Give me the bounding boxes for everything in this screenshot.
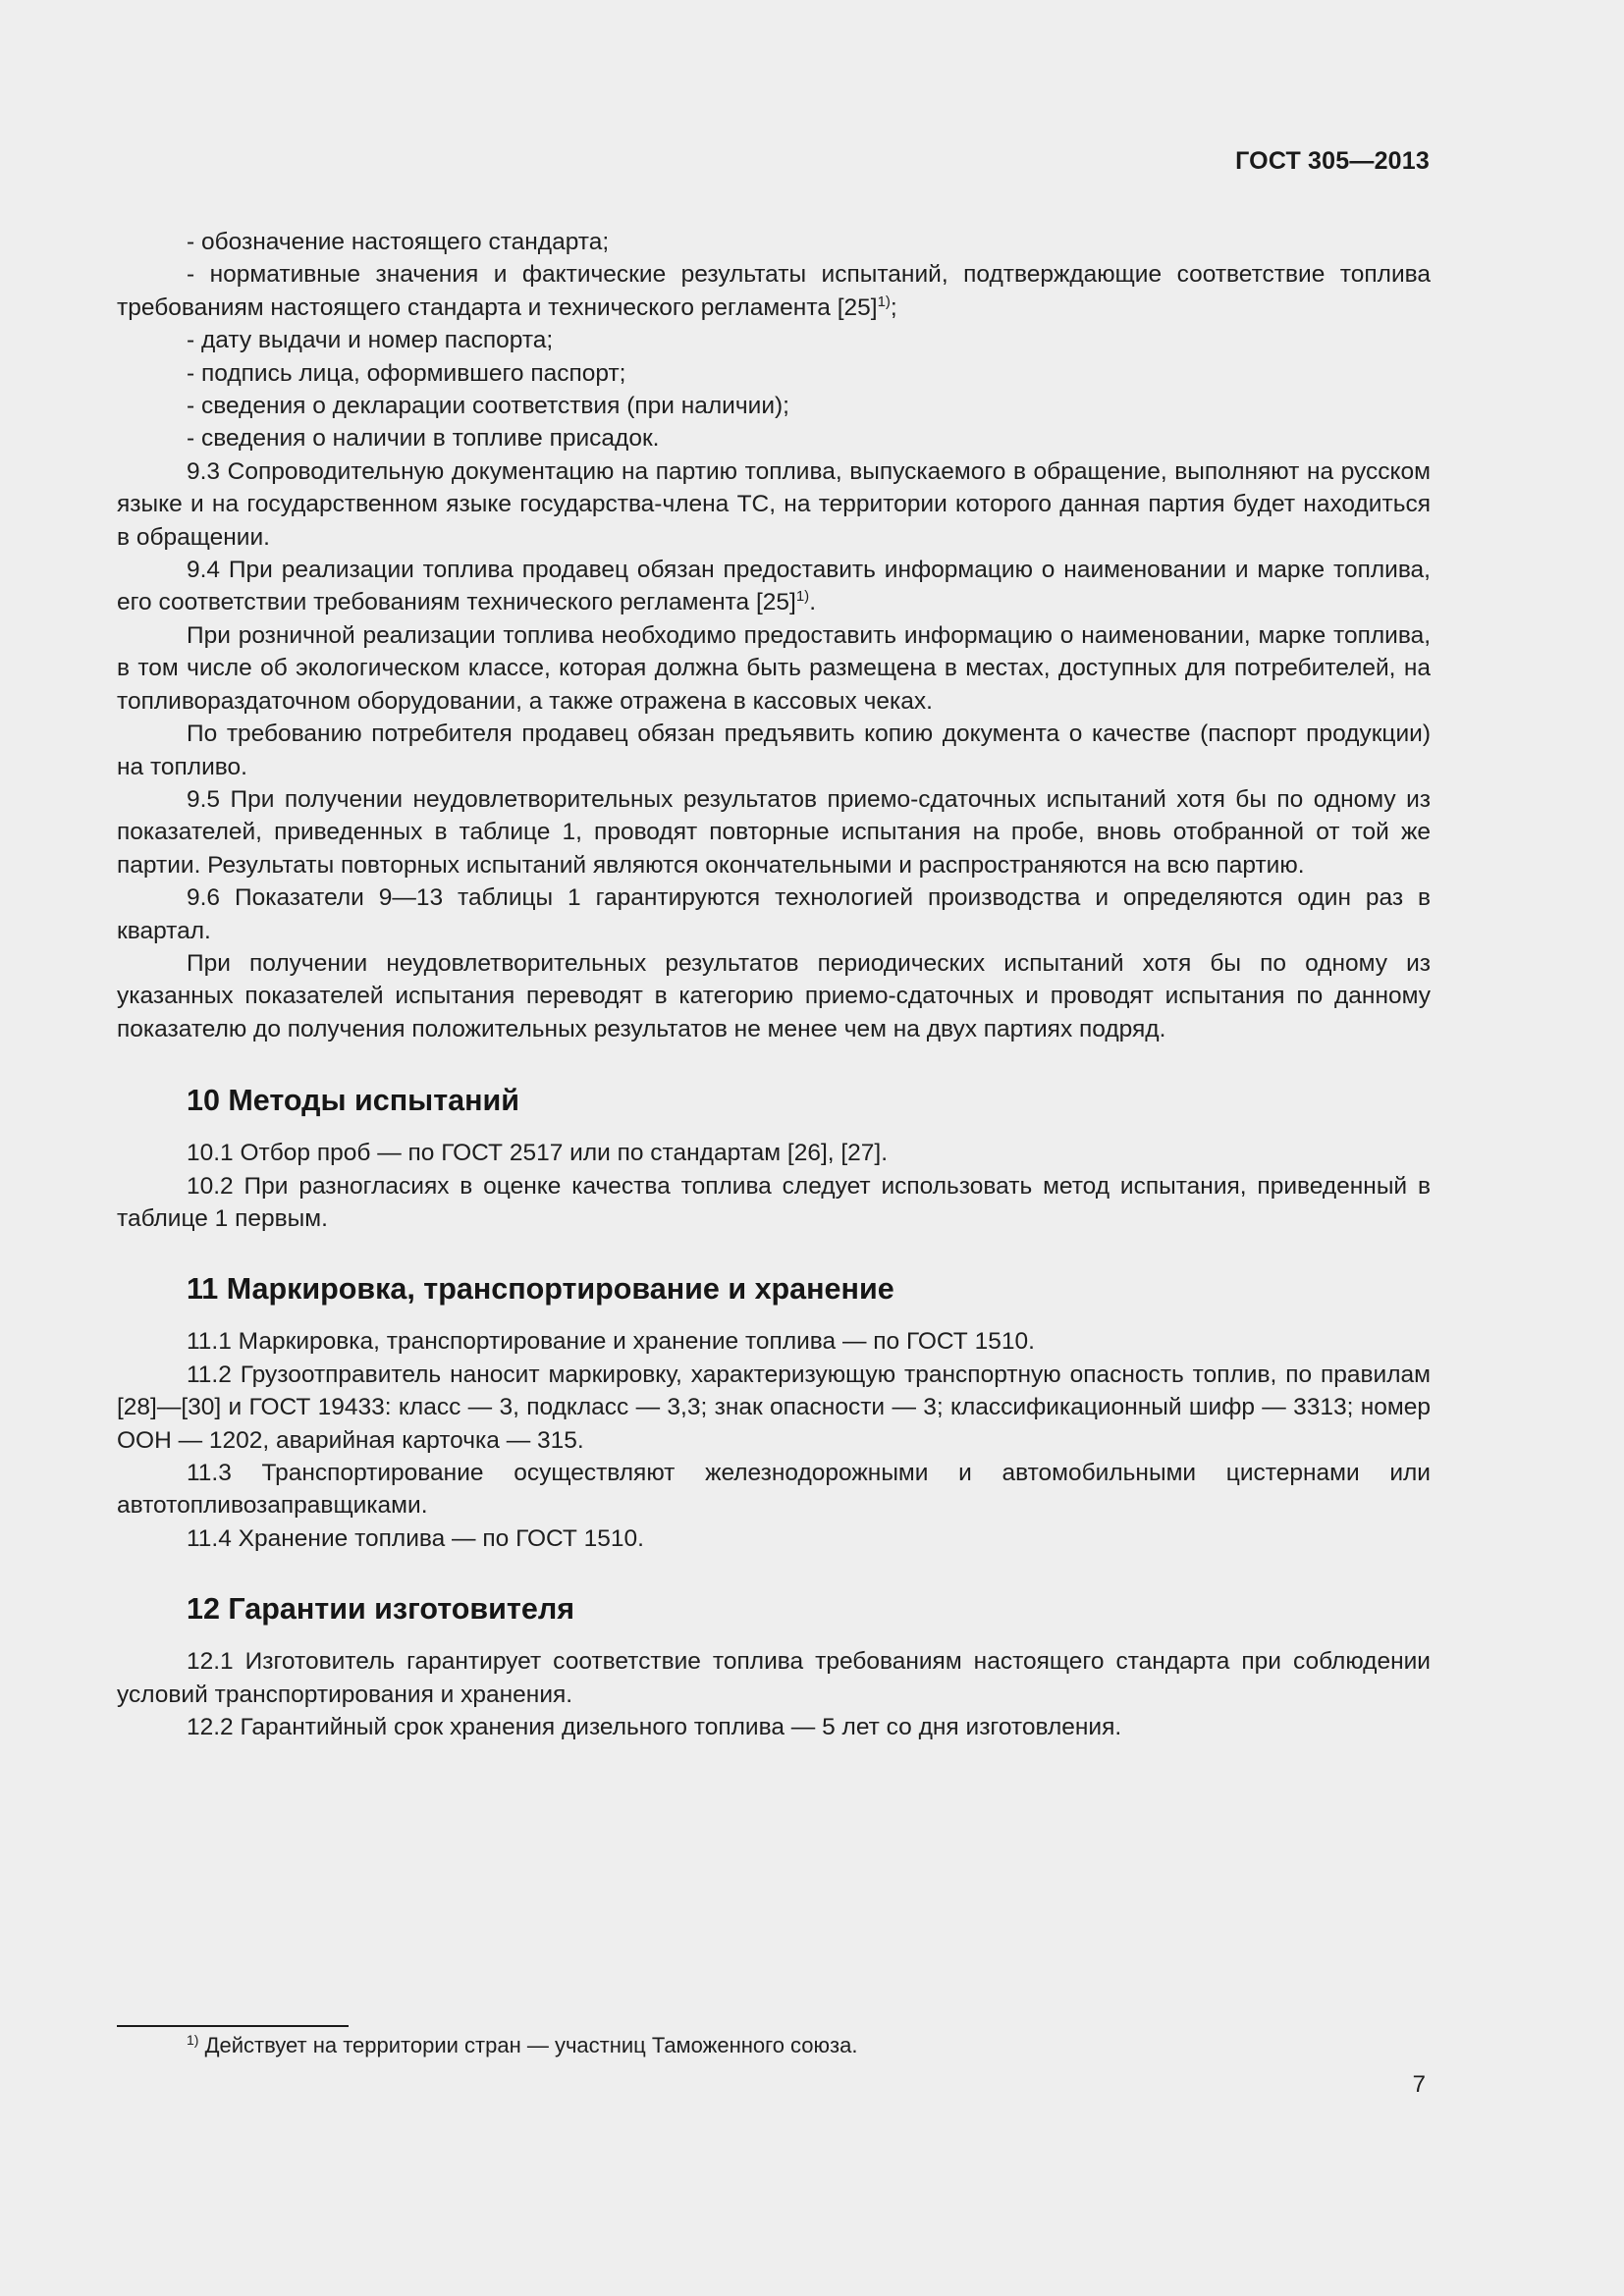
paragraph-12-2: 12.2 Гарантийный срок хранения дизельного топлива — 5 лет со дня изготовления. <box>187 1714 1122 1741</box>
list-item-issue-date: - дату выдачи и номер паспорта; <box>187 327 554 354</box>
paragraph-10-1: 10.1 Отбор проб — по ГОСТ 2517 или по стандартам [26], [27]. <box>187 1140 889 1167</box>
list-item-normative-values: - нормативные значения и фактические результаты испытаний, подтверждающие соответствие топлива требованиям настоящего стандарта и технического регламента $[25]^{1)}$; <box>117 261 1431 321</box>
section-title-10: 10 Методы испытаний <box>187 1084 520 1118</box>
paragraph-10-2: 10.2 При разногласиях в оценке качества топлива следует использовать метод испытания, приведенный в таблице 1 первым. <box>117 1172 1431 1232</box>
paragraph-11-2: 11.2 Грузоотправитель наносит маркировку, характеризующую транспортную опасность топлив, по правилам [28]—[30] и ГОСТ 19433: класс — 3, подкласс — 3,3; знак опасности — 3; классификационный шифр — 3313; номер ООН — 1202, аварийная карточка — 315. <box>117 1361 1431 1454</box>
paragraph-12-1: 12.1 Изготовитель гарантирует соответствие топлива требованиям настоящего стандарта при соблюдении условий транспортирования и хранения. <box>117 1648 1431 1708</box>
list-item-additives: - сведения о наличии в топливе присадок. <box>187 425 660 453</box>
footnote-ref: 1) <box>795 588 810 606</box>
paragraph-retail: При розничной реализации топлива необходимо предоставить информацию о наименовании, марке топлива, в том числе об экологическом классе, которая должна быть размещена в местах, доступных для потребителей, на топливораздаточном оборудовании, а также отражена в кассовых чеках. <box>117 621 1431 715</box>
paragraph-9-5: 9.5 При получении неудовлетворительных результатов приемо-сдаточных испытаний хотя бы по одному из показателей, приведенных в таблице 1, проводят повторные испытания на пробе, вновь отобранной от той же партии. Результаты повторных испытаний являются окончательными и распространяются на всю партию. <box>117 785 1431 879</box>
paragraph-periodic-tests: При получении неудовлетворительных результатов периодических испытаний хотя бы по одному из указанных показателей испытания переводят в категорию приемо-сдаточных и проводят испытания по данному показателю до получения положительных результатов не менее чем на двух партиях подряд. <box>117 949 1431 1042</box>
list-item-signature: - подпись лица, оформившего паспорт; <box>187 359 626 387</box>
page-body <box>117 226 1431 1743</box>
footnote-divider <box>117 2025 349 2027</box>
paragraph-11-3: 11.3 Транспортирование осуществляют железнодорожными и автомобильными цистернами или автотопливозаправщиками. <box>117 1460 1431 1520</box>
paragraph-9-6: 9.6 Показатели 9—13 таблицы 1 гарантируются технологией производства и определяются один раз в квартал. <box>117 884 1431 944</box>
paragraph-9-4: 9.4 При реализации топлива продавец обязан предоставить информацию о наименовании и марке топлива, его соответствии требованиям технического регламента $[25]^{1)}$. <box>117 557 1431 616</box>
section-title-12: 12 Гарантии изготовителя <box>187 1592 574 1627</box>
document-header: ГОСТ 305—2013 <box>1235 147 1430 175</box>
page-number: 7 <box>1412 2071 1426 2098</box>
paragraph-consumer-request: По требованию потребителя продавец обязан предъявить копию документа о качестве (паспорт продукции) на топливо. <box>117 721 1431 780</box>
list-item-declaration: - сведения о декларации соответствия (при наличии); <box>187 393 789 420</box>
footnote-ref: 1) <box>877 293 891 310</box>
footnote-text: Действует на территории стран — участниц Таможенного союза. <box>198 2033 858 2057</box>
paragraph-11-4: 11.4 Хранение топлива — по ГОСТ 1510. <box>187 1524 644 1552</box>
footnote <box>187 2031 857 2060</box>
footnote-marker: 1) <box>187 2032 199 2048</box>
paragraph-11-1: 11.1 Маркировка, транспортирование и хранение топлива — по ГОСТ 1510. <box>187 1328 1035 1356</box>
paragraph-9-3: 9.3 Сопроводительную документацию на партию топлива, выпускаемого в обращение, выполняют на русском языке и на государственном языке государства-члена ТС, на территории которого данная партия будет находиться в обращении. <box>117 457 1431 551</box>
section-title-11: 11 Маркировка, транспортирование и хранение <box>187 1272 894 1307</box>
list-item-designation: - обозначение настоящего стандарта; <box>187 229 610 255</box>
